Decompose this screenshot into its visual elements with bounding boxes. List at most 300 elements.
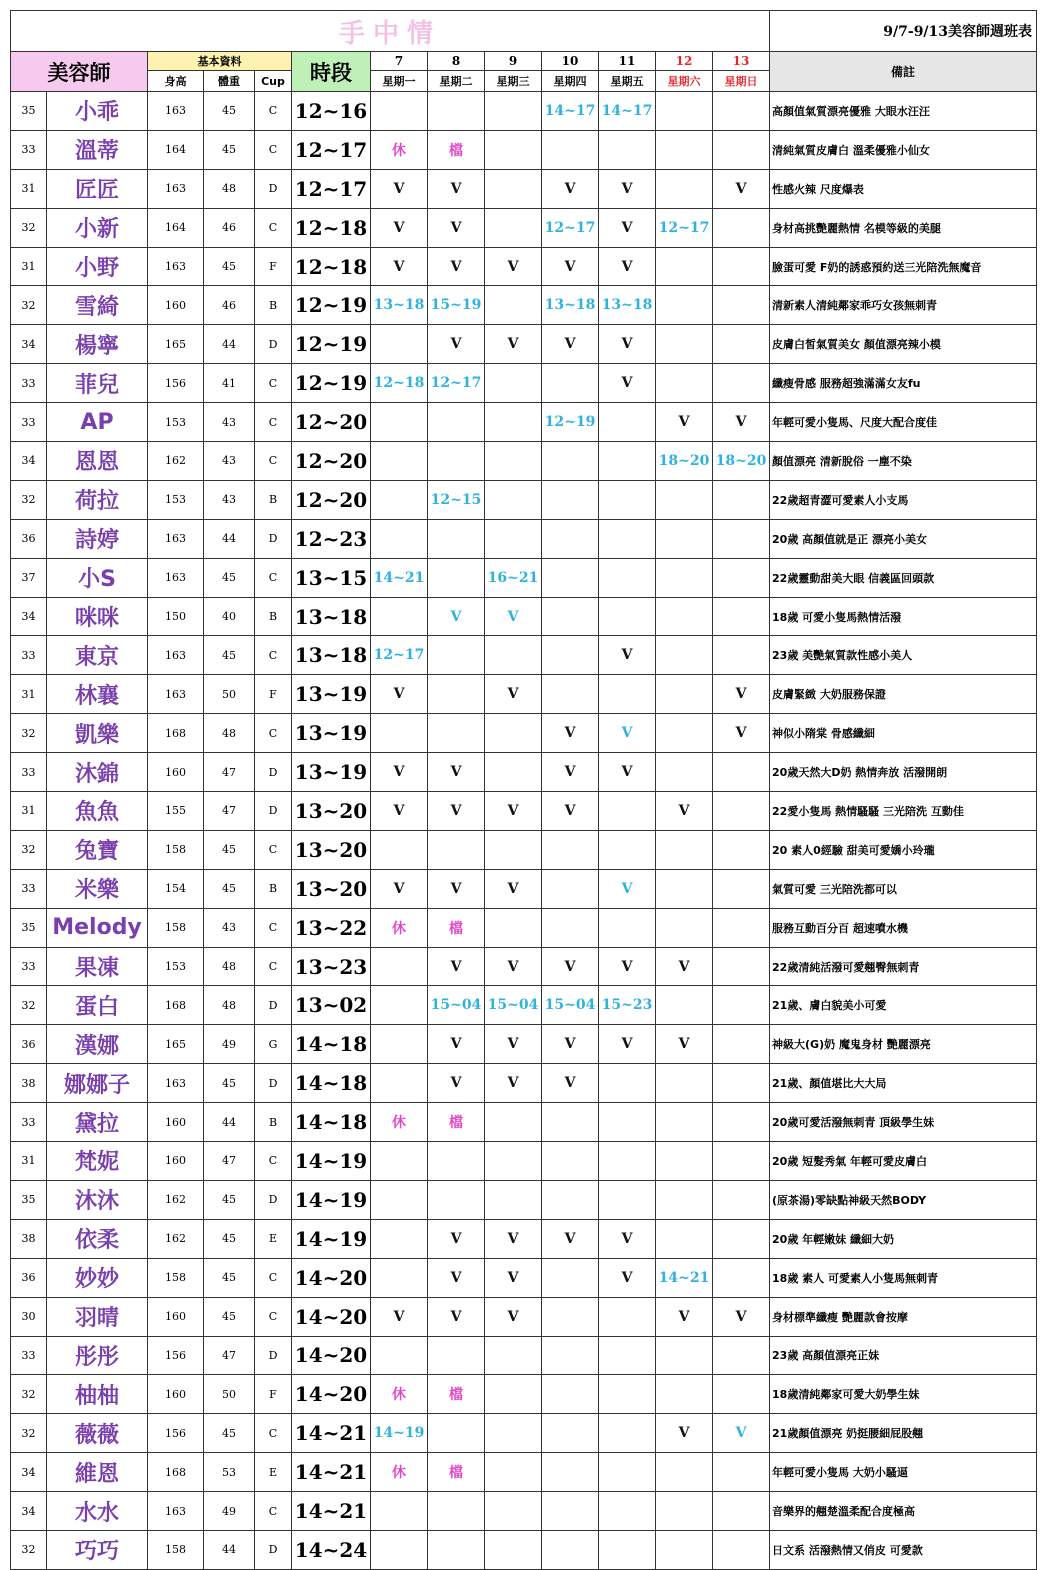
day-cell: V (656, 792, 713, 831)
note-cell: 18歲 可愛小隻馬熱情活潑 (770, 597, 1037, 636)
table-row (11, 792, 1037, 831)
weight-cell: 45 (204, 1414, 255, 1453)
height-cell: 163 (148, 675, 204, 714)
height-cell: 168 (148, 1453, 204, 1492)
schedule-body (11, 92, 1037, 1570)
day-cell (713, 1103, 770, 1142)
day-cell (656, 753, 713, 792)
day-cell (371, 442, 428, 481)
height-cell: 158 (148, 1530, 204, 1569)
day-cell (656, 1375, 713, 1414)
day-cell (542, 1375, 599, 1414)
note-cell: 22歲清純活潑可愛翹臀無刺青 (770, 947, 1037, 986)
day-cell (656, 597, 713, 636)
day-cell: V (713, 1414, 770, 1453)
table-row (11, 1336, 1037, 1375)
table-row (11, 1142, 1037, 1181)
weight-cell: 49 (204, 1492, 255, 1531)
day-cell (713, 1530, 770, 1569)
time-slot-cell: 13~02 (292, 986, 371, 1025)
day-cell (485, 364, 542, 403)
height-cell: 165 (148, 325, 204, 364)
time-slot-cell: 12~16 (292, 92, 371, 131)
header-weekday: 星期三 (485, 71, 542, 92)
name-cell: 依柔 (47, 1219, 148, 1258)
cup-cell: C (255, 442, 292, 481)
day-cell: V (542, 1025, 599, 1064)
day-cell: 14~17 (599, 92, 656, 131)
day-cell: 13~18 (371, 286, 428, 325)
day-cell (713, 1258, 770, 1297)
day-cell (485, 1414, 542, 1453)
day-cell (485, 208, 542, 247)
day-cell (656, 1219, 713, 1258)
time-slot-cell: 13~18 (292, 636, 371, 675)
day-cell (371, 830, 428, 869)
name-cell: AP (47, 403, 148, 442)
age-cell: 33 (11, 403, 47, 442)
age-cell: 33 (11, 869, 47, 908)
age-cell: 31 (11, 169, 47, 208)
day-cell (371, 947, 428, 986)
day-cell: V (485, 1064, 542, 1103)
table-row (11, 753, 1037, 792)
day-cell (428, 636, 485, 675)
day-cell: V (599, 325, 656, 364)
day-cell (656, 325, 713, 364)
table-row (11, 1219, 1037, 1258)
day-cell: V (542, 247, 599, 286)
day-cell: 15~23 (599, 986, 656, 1025)
table-row (11, 869, 1037, 908)
day-cell: 12~15 (428, 480, 485, 519)
day-cell (485, 753, 542, 792)
cup-cell: C (255, 1297, 292, 1336)
age-cell: 31 (11, 675, 47, 714)
time-slot-cell: 13~20 (292, 792, 371, 831)
day-cell (713, 364, 770, 403)
day-cell (656, 1453, 713, 1492)
day-cell: V (428, 208, 485, 247)
day-cell (656, 869, 713, 908)
day-cell: 12~19 (542, 403, 599, 442)
weight-cell: 47 (204, 1142, 255, 1181)
age-cell: 35 (11, 908, 47, 947)
day-cell (371, 1492, 428, 1531)
day-cell: V (599, 208, 656, 247)
sheet-title: 手中情 (11, 11, 770, 52)
day-cell (371, 92, 428, 131)
time-slot-cell: 14~20 (292, 1297, 371, 1336)
day-cell (599, 597, 656, 636)
day-cell: V (542, 947, 599, 986)
table-row (11, 1103, 1037, 1142)
day-cell (485, 1375, 542, 1414)
day-cell: V (542, 325, 599, 364)
day-cell: 14~21 (371, 558, 428, 597)
day-cell: V (599, 364, 656, 403)
weight-cell: 44 (204, 519, 255, 558)
cup-cell: B (255, 1103, 292, 1142)
time-slot-cell: 14~19 (292, 1180, 371, 1219)
day-cell (428, 92, 485, 131)
day-cell: V (371, 869, 428, 908)
cup-cell: C (255, 364, 292, 403)
weight-cell: 43 (204, 403, 255, 442)
note-cell: 年輕可愛小隻馬、尺度大配合度佳 (770, 403, 1037, 442)
name-cell: 小乖 (47, 92, 148, 131)
table-row (11, 92, 1037, 131)
name-cell: 巧巧 (47, 1530, 148, 1569)
time-slot-cell: 14~21 (292, 1453, 371, 1492)
table-row (11, 1025, 1037, 1064)
day-cell: V (371, 208, 428, 247)
cup-cell: C (255, 830, 292, 869)
day-cell (656, 480, 713, 519)
header-date: 7 (371, 52, 428, 71)
day-cell: V (371, 169, 428, 208)
day-cell: V (713, 714, 770, 753)
day-cell (371, 403, 428, 442)
day-cell (599, 1530, 656, 1569)
header-date: 8 (428, 52, 485, 71)
day-cell (428, 519, 485, 558)
note-cell: 纖瘦骨感 服務超強滿滿女友fu (770, 364, 1037, 403)
note-cell: 18歲 素人 可愛素人小隻馬無刺青 (770, 1258, 1037, 1297)
time-slot-cell: 14~18 (292, 1064, 371, 1103)
day-cell (656, 714, 713, 753)
name-cell: 柚柚 (47, 1375, 148, 1414)
weight-cell: 47 (204, 792, 255, 831)
time-slot-cell: 14~20 (292, 1375, 371, 1414)
age-cell: 33 (11, 947, 47, 986)
note-cell: 23歲 高顏值漂亮正妹 (770, 1336, 1037, 1375)
day-cell (599, 480, 656, 519)
day-cell: V (713, 169, 770, 208)
day-cell: 15~04 (485, 986, 542, 1025)
age-cell: 33 (11, 753, 47, 792)
age-cell: 33 (11, 130, 47, 169)
day-cell (599, 442, 656, 481)
cup-cell: B (255, 869, 292, 908)
age-cell: 32 (11, 286, 47, 325)
height-cell: 156 (148, 1414, 204, 1453)
table-row (11, 480, 1037, 519)
day-cell (656, 1336, 713, 1375)
header-weekday: 星期六 (656, 71, 713, 92)
height-cell: 158 (148, 830, 204, 869)
day-cell (656, 247, 713, 286)
table-row (11, 364, 1037, 403)
day-cell (428, 403, 485, 442)
weight-cell: 47 (204, 753, 255, 792)
day-cell: V (428, 247, 485, 286)
header-date: 9 (485, 52, 542, 71)
height-cell: 162 (148, 442, 204, 481)
day-cell (485, 403, 542, 442)
day-cell: V (371, 675, 428, 714)
height-cell: 163 (148, 92, 204, 131)
age-cell: 32 (11, 208, 47, 247)
cup-cell: E (255, 1219, 292, 1258)
height-cell: 155 (148, 792, 204, 831)
cup-cell: C (255, 92, 292, 131)
day-cell (428, 1336, 485, 1375)
day-cell (542, 1103, 599, 1142)
note-cell: 皮膚白皙氣質美女 顏值漂亮辣小模 (770, 325, 1037, 364)
day-cell (542, 442, 599, 481)
time-slot-cell: 13~19 (292, 675, 371, 714)
day-cell (713, 92, 770, 131)
day-cell: V (542, 169, 599, 208)
day-cell (713, 480, 770, 519)
day-cell: 休 (371, 908, 428, 947)
age-cell: 33 (11, 636, 47, 675)
day-cell (485, 1453, 542, 1492)
time-slot-cell: 14~20 (292, 1336, 371, 1375)
weight-cell: 43 (204, 442, 255, 481)
table-row (11, 325, 1037, 364)
age-cell: 31 (11, 1142, 47, 1181)
age-cell: 34 (11, 442, 47, 481)
day-cell: V (485, 1219, 542, 1258)
day-cell (371, 519, 428, 558)
day-cell: V (485, 597, 542, 636)
weight-cell: 48 (204, 947, 255, 986)
name-cell: 果凍 (47, 947, 148, 986)
age-cell: 35 (11, 1180, 47, 1219)
cup-cell: C (255, 1258, 292, 1297)
age-cell: 34 (11, 597, 47, 636)
day-cell: V (485, 247, 542, 286)
day-cell: V (599, 753, 656, 792)
day-cell (713, 908, 770, 947)
note-cell: 顏值漂亮 清新脫俗 一塵不染 (770, 442, 1037, 481)
day-cell (485, 92, 542, 131)
age-cell: 32 (11, 1414, 47, 1453)
time-slot-cell: 14~20 (292, 1258, 371, 1297)
day-cell (485, 714, 542, 753)
name-cell: 水水 (47, 1492, 148, 1531)
weight-cell: 50 (204, 1375, 255, 1414)
day-cell (428, 1530, 485, 1569)
day-cell: 16~21 (485, 558, 542, 597)
day-cell (713, 1219, 770, 1258)
day-cell: V (428, 1258, 485, 1297)
day-cell (485, 1142, 542, 1181)
day-cell: V (428, 1297, 485, 1336)
age-cell: 32 (11, 830, 47, 869)
table-row (11, 830, 1037, 869)
day-cell (542, 830, 599, 869)
day-cell: 休 (371, 1375, 428, 1414)
day-cell: V (656, 403, 713, 442)
name-cell: 魚魚 (47, 792, 148, 831)
weight-cell: 44 (204, 325, 255, 364)
weight-cell: 48 (204, 986, 255, 1025)
time-slot-cell: 13~20 (292, 869, 371, 908)
name-cell: 妙妙 (47, 1258, 148, 1297)
age-cell: 32 (11, 986, 47, 1025)
age-cell: 34 (11, 1453, 47, 1492)
table-row (11, 1453, 1037, 1492)
table-row (11, 1297, 1037, 1336)
header-weekday: 星期日 (713, 71, 770, 92)
age-cell: 32 (11, 1375, 47, 1414)
time-slot-cell: 14~21 (292, 1492, 371, 1531)
cup-cell: D (255, 986, 292, 1025)
day-cell (713, 519, 770, 558)
height-cell: 160 (148, 1142, 204, 1181)
time-slot-cell: 13~19 (292, 714, 371, 753)
day-cell: 15~04 (542, 986, 599, 1025)
table-row (11, 986, 1037, 1025)
day-cell: V (542, 1064, 599, 1103)
age-cell: 35 (11, 92, 47, 131)
day-cell: V (599, 869, 656, 908)
header-date: 11 (599, 52, 656, 71)
note-cell: 21歲、顏值堪比大大局 (770, 1064, 1037, 1103)
cup-cell: F (255, 675, 292, 714)
day-cell (656, 636, 713, 675)
day-cell: 檔 (428, 908, 485, 947)
name-cell: 維恩 (47, 1453, 148, 1492)
height-cell: 163 (148, 169, 204, 208)
height-cell: 160 (148, 1297, 204, 1336)
day-cell (371, 714, 428, 753)
age-cell: 33 (11, 1103, 47, 1142)
day-cell (485, 908, 542, 947)
age-cell: 36 (11, 1025, 47, 1064)
height-cell: 168 (148, 714, 204, 753)
day-cell (713, 325, 770, 364)
height-cell: 168 (148, 986, 204, 1025)
day-cell (371, 1142, 428, 1181)
day-cell: V (542, 792, 599, 831)
day-cell (542, 1453, 599, 1492)
note-cell: 20歲天然大D奶 熱情奔放 活潑開朗 (770, 753, 1037, 792)
weight-cell: 45 (204, 1219, 255, 1258)
cup-cell: D (255, 325, 292, 364)
header-weight: 體重 (204, 71, 255, 92)
name-cell: 小野 (47, 247, 148, 286)
day-cell (428, 1492, 485, 1531)
day-cell (371, 1180, 428, 1219)
day-cell (599, 1453, 656, 1492)
day-cell: 12~18 (371, 364, 428, 403)
day-cell: V (485, 1297, 542, 1336)
weight-cell: 50 (204, 675, 255, 714)
name-cell: 羽晴 (47, 1297, 148, 1336)
day-cell: V (599, 947, 656, 986)
day-cell (542, 1336, 599, 1375)
day-cell (656, 1180, 713, 1219)
note-cell: 年輕可愛小隻馬 大奶小騷逼 (770, 1453, 1037, 1492)
day-cell (428, 830, 485, 869)
day-cell (542, 1297, 599, 1336)
title-row (11, 11, 1037, 52)
day-cell (656, 286, 713, 325)
table-row (11, 597, 1037, 636)
note-cell: 神級大(G)奶 魔鬼身材 艷麗漂亮 (770, 1025, 1037, 1064)
height-cell: 163 (148, 1492, 204, 1531)
height-cell: 156 (148, 364, 204, 403)
day-cell (599, 675, 656, 714)
day-cell (599, 1336, 656, 1375)
age-cell: 38 (11, 1064, 47, 1103)
cup-cell: C (255, 947, 292, 986)
day-cell: V (599, 247, 656, 286)
day-cell: 檔 (428, 130, 485, 169)
time-slot-cell: 12~17 (292, 130, 371, 169)
time-slot-cell: 12~17 (292, 169, 371, 208)
table-row (11, 947, 1037, 986)
day-cell: V (428, 1064, 485, 1103)
day-cell (371, 1258, 428, 1297)
day-cell (599, 1064, 656, 1103)
day-cell: V (485, 792, 542, 831)
day-cell (713, 869, 770, 908)
day-cell (599, 792, 656, 831)
cup-cell: D (255, 169, 292, 208)
time-slot-cell: 13~20 (292, 830, 371, 869)
day-cell (656, 1103, 713, 1142)
day-cell: V (599, 636, 656, 675)
day-cell: V (485, 1025, 542, 1064)
name-cell: 沐沐 (47, 1180, 148, 1219)
day-cell (713, 947, 770, 986)
note-cell: 22歲超青澀可愛素人小支馬 (770, 480, 1037, 519)
day-cell (656, 169, 713, 208)
weight-cell: 45 (204, 130, 255, 169)
table-row (11, 675, 1037, 714)
day-cell (371, 986, 428, 1025)
day-cell (713, 636, 770, 675)
day-cell: V (485, 1258, 542, 1297)
day-cell: V (428, 597, 485, 636)
cup-cell: F (255, 247, 292, 286)
age-cell: 33 (11, 1336, 47, 1375)
time-slot-cell: 14~18 (292, 1103, 371, 1142)
name-cell: 小新 (47, 208, 148, 247)
name-cell: 小S (47, 558, 148, 597)
header-note: 備註 (770, 52, 1037, 92)
day-cell (371, 325, 428, 364)
name-cell: 漢娜 (47, 1025, 148, 1064)
day-cell: V (485, 869, 542, 908)
time-slot-cell: 12~20 (292, 442, 371, 481)
table-row (11, 169, 1037, 208)
weight-cell: 41 (204, 364, 255, 403)
day-cell (542, 480, 599, 519)
day-cell (599, 830, 656, 869)
weight-cell: 47 (204, 1336, 255, 1375)
weight-cell: 40 (204, 597, 255, 636)
day-cell: V (485, 325, 542, 364)
name-cell: 沐錦 (47, 753, 148, 792)
age-cell: 34 (11, 1492, 47, 1531)
note-cell: 23歲 美艷氣質款性感小美人 (770, 636, 1037, 675)
day-cell (371, 1336, 428, 1375)
name-cell: 溫蒂 (47, 130, 148, 169)
day-cell (485, 636, 542, 675)
header-row-1 (11, 52, 1037, 71)
day-cell (542, 519, 599, 558)
header-slot: 時段 (292, 52, 371, 92)
day-cell: 12~17 (656, 208, 713, 247)
height-cell: 150 (148, 597, 204, 636)
day-cell (485, 442, 542, 481)
